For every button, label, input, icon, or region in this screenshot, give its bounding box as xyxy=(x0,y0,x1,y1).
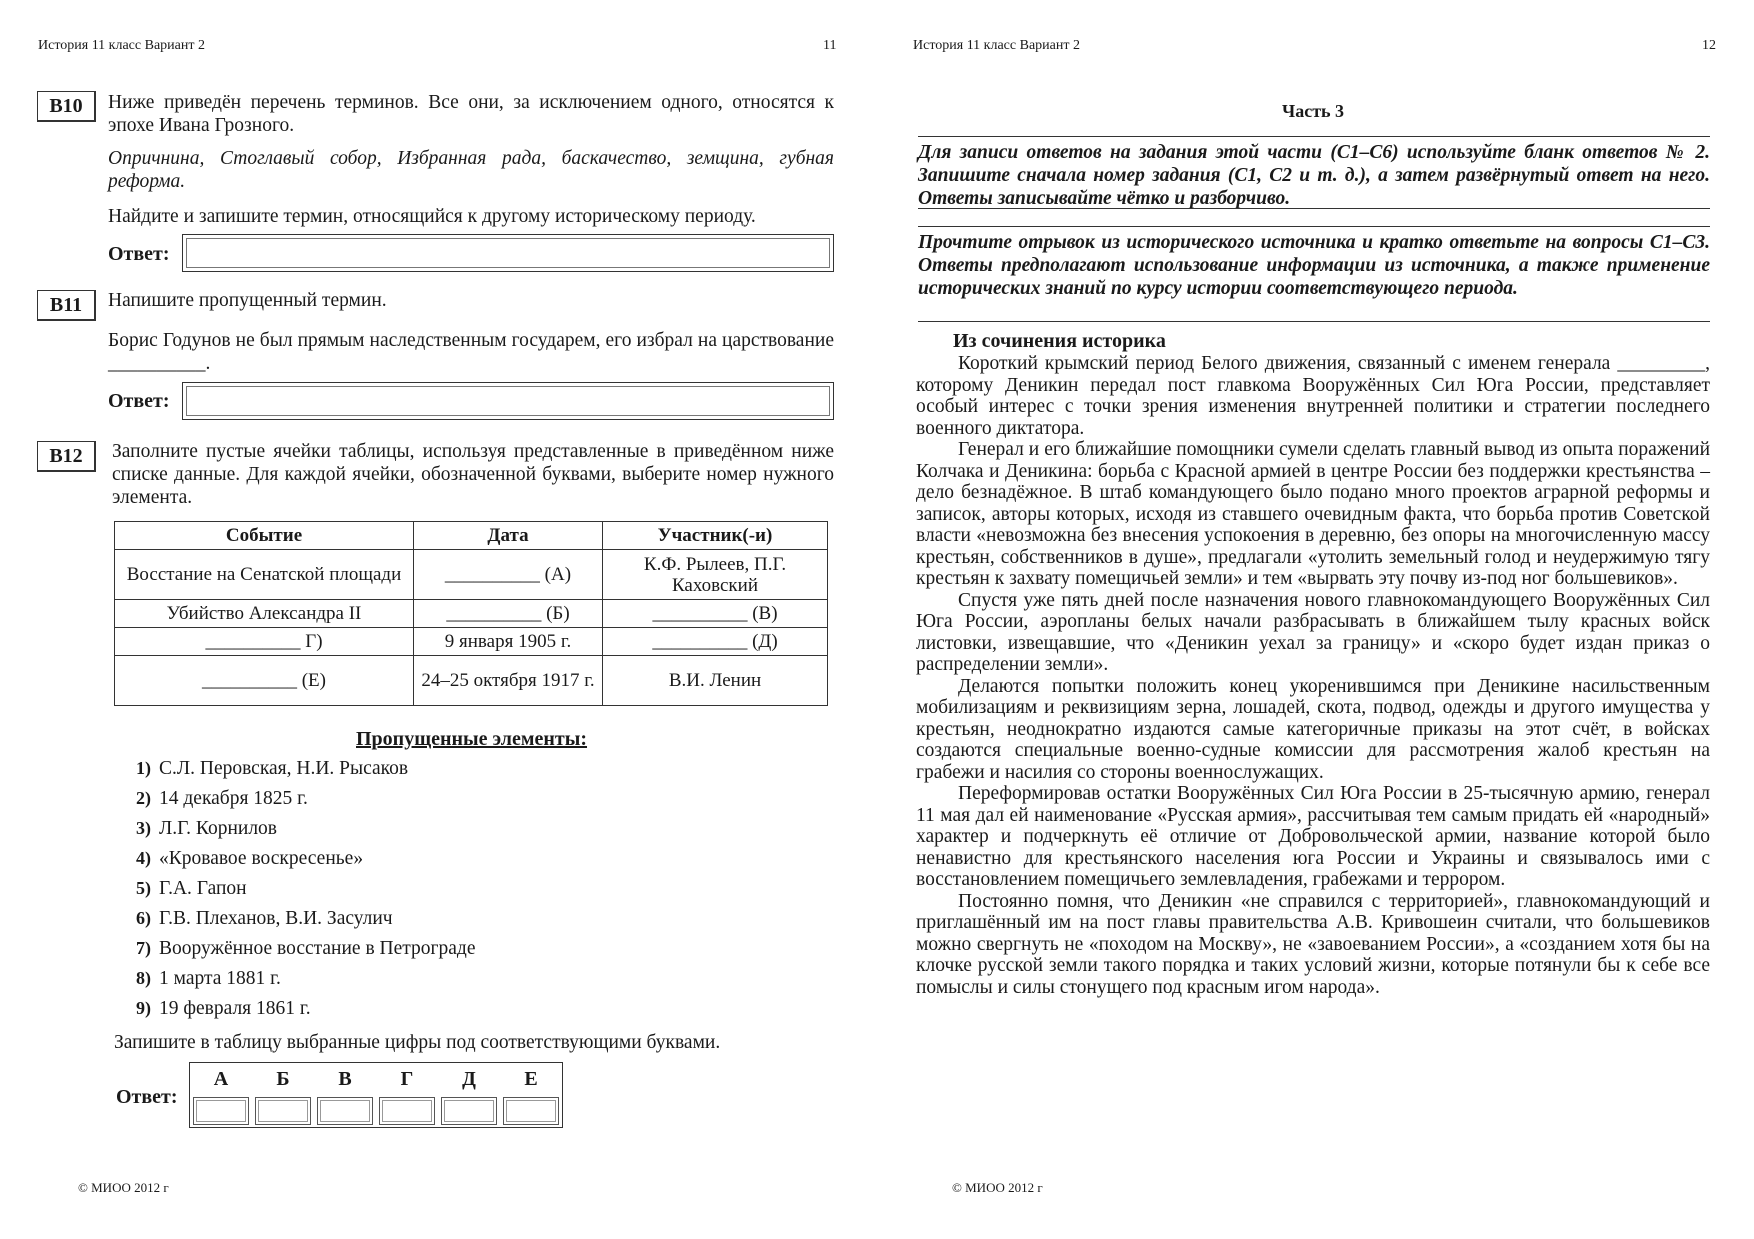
table-cell: __________ (Д) xyxy=(603,628,828,656)
list-item xyxy=(136,878,247,900)
table-row xyxy=(115,656,828,706)
b10-intro: Ниже приведён перечень терминов. Все они, за исключением одного, относятся к эпохе Ивана Грозного. xyxy=(108,92,834,136)
list-item xyxy=(136,848,363,870)
source-title: Из сочинения историка xyxy=(953,330,1166,352)
letter-header: Д xyxy=(462,1067,476,1090)
paragraph: Короткий крымский период Белого движения, связанный с именем генерала _________, которому Деникин передал пост главкома Вооружённых Сил Юга России, представляет особый интерес с точки зрения изменения внутренней политики и стратегии последнего военного диктатора. xyxy=(916,353,1710,439)
option-text: С.Л. Перовская, Н.И. Рысаков xyxy=(159,758,409,779)
table-cell: К.Ф. Рылеев, П.Г. Каховский xyxy=(603,550,828,600)
paragraph: Делаются попытки положить конец укоренившимся при Деникине насильственным мобилизациям и реквизициям зерна, лошадей, скота, подвод, одежды и другого имущества у крестьян, неоднократно издаются самые категоричные приказы на этот счёт, в войсках создаются специальные военно-судные комиссии для рассмотрения жалоб крестьян на грабежи и насилия со стороны военнослужащих. xyxy=(916,675,1710,783)
b12-intro: Заполните пустые ячейки таблицы, используя представленные в приведённом ниже списке данные. Для каждой ячейки, обозначенной буквами, выберите номер нужного элемента. xyxy=(112,441,834,508)
answer-grid xyxy=(189,1062,563,1128)
divider xyxy=(918,208,1710,209)
option-text: Г.А. Гапон xyxy=(159,878,247,899)
table-row xyxy=(115,600,828,628)
page-header: История 11 класс Вариант 2 xyxy=(913,38,1080,53)
paragraph: Постоянно помня, что Деникин «не справился с территорией», главнокомандующий и приглашённый им на пост главы правительства А.В. Кривошеин считали, что большевиков можно свергнуть не «походом на Москву», не «завоеванием России», а «созданием хотя бы на клочке русской земли такого порядка и таких условий жизни, которые потянули бы к себе все помыслы и силы стонущего под красным игом народа». xyxy=(916,890,1710,998)
option-number: 9) xyxy=(136,998,151,1018)
b11-intro: Напишите пропущенный термин. xyxy=(108,290,387,311)
letter-header: Б xyxy=(276,1067,290,1090)
table-cell: 9 января 1905 г. xyxy=(414,628,603,656)
option-number: 4) xyxy=(136,848,151,868)
part-title: Часть 3 xyxy=(1282,101,1345,121)
list-item xyxy=(136,908,393,930)
option-text: 19 февраля 1861 г. xyxy=(159,998,311,1019)
option-text: Г.В. Плеханов, В.И. Засулич xyxy=(159,908,393,929)
page-footer: © МИОО 2012 г xyxy=(952,1180,1043,1195)
page-header: История 11 класс Вариант 2 xyxy=(38,38,205,53)
divider xyxy=(918,321,1710,322)
table-cell: __________ (В) xyxy=(603,600,828,628)
table-cell: 24–25 октября 1917 г. xyxy=(414,656,603,706)
table-row xyxy=(115,628,828,656)
table-cell: В.И. Ленин xyxy=(603,656,828,706)
table-cell: __________ Г) xyxy=(115,628,414,656)
page-number: 11 xyxy=(823,38,837,53)
task-label-b10: В10 xyxy=(37,91,96,122)
task-label-b11: В11 xyxy=(37,290,96,321)
answer-cell-b[interactable] xyxy=(255,1097,311,1125)
events-table xyxy=(114,521,828,706)
list-item xyxy=(136,938,476,960)
b10-terms: Опричнина, Стоглавый собор, Избранная рада, баскачество, земщина, губная реформа. xyxy=(108,148,834,192)
list-item xyxy=(136,788,308,810)
option-number: 1) xyxy=(136,758,151,778)
paragraph: Спустя уже пять дней после назначения нового главнокомандующего Вооружённых Сил Юга России, аэропланы белых начали разбрасывать в ближайшем тылу красных войск листовки, извещавшие, что «Деникин уехал за границу» и «скоро будет издан приказ о распределении земли». xyxy=(916,589,1710,675)
option-number: 5) xyxy=(136,878,151,898)
table-cell: Убийство Александра II xyxy=(115,600,414,628)
list-item xyxy=(136,998,311,1020)
option-number: 7) xyxy=(136,938,151,958)
option-number: 8) xyxy=(136,968,151,988)
list-item xyxy=(136,968,281,990)
option-text: Вооружённое восстание в Петрограде xyxy=(159,938,476,959)
col-header: Дата xyxy=(414,522,603,550)
right-page xyxy=(877,0,1754,1239)
option-text: 1 марта 1881 г. xyxy=(159,968,281,989)
option-text: «Кровавое воскресенье» xyxy=(159,848,364,869)
answer-cell-a[interactable] xyxy=(193,1097,249,1125)
list-item xyxy=(136,758,408,780)
missing-elements-title: Пропущенные элементы: xyxy=(356,728,588,750)
page-number: 12 xyxy=(1702,38,1716,53)
b10-answer-field[interactable] xyxy=(182,234,834,272)
b11-answer-field[interactable] xyxy=(182,382,834,420)
table-cell: __________ (Е) xyxy=(115,656,414,706)
paragraph: Переформировав остатки Вооружённых Сил Юга России в 25-тысячную армию, генерал 11 мая дал ей наименование «Русская армия», рассчитывая тем самым придать ей «народный» характер и подчеркнуть её отличие от Добровольческой армии, название которой было ненавистно для крестьянского населения юга России и Украины и связывалось ими с восстановлением помещичьего землевладения, грабежами и террором. xyxy=(916,783,1710,890)
col-header: Участник(-и) xyxy=(603,522,828,550)
task-label-b12: В12 xyxy=(37,441,96,472)
letter-header: А xyxy=(213,1067,229,1090)
list-item xyxy=(136,818,277,840)
option-text: Л.Г. Корнилов xyxy=(159,818,278,839)
instructions-block-2: Прочтите отрывок из исторического источника и кратко ответьте на вопросы С1–С3. Ответы предполагают использование информации из источника, а также применение исторических знаний по курсу истории соответствующего периода. xyxy=(918,232,1710,299)
b12-answer-label: Ответ: xyxy=(116,1086,178,1108)
b10-answer-label: Ответ: xyxy=(108,243,170,265)
table-cell: __________ (А) xyxy=(414,550,603,600)
option-number: 3) xyxy=(136,818,151,838)
page-footer: © МИОО 2012 г xyxy=(78,1180,169,1195)
letter-header: Г xyxy=(400,1067,414,1090)
table-cell: Восстание на Сенатской площади xyxy=(115,550,414,600)
b11-text: Борис Годунов не был прямым наследственным государем, его избрал на царствование __________. xyxy=(108,330,834,374)
b12-instruction: Запишите в таблицу выбранные цифры под соответствующими буквами. xyxy=(114,1032,721,1053)
b10-question: Найдите и запишите термин, относящийся к другому историческому периоду. xyxy=(108,206,756,227)
table-row xyxy=(115,550,828,600)
option-text: 14 декабря 1825 г. xyxy=(159,788,308,809)
table-cell: __________ (Б) xyxy=(414,600,603,628)
letter-header: В xyxy=(338,1067,352,1090)
divider xyxy=(918,226,1710,227)
b11-answer-label: Ответ: xyxy=(108,390,170,412)
answer-cell-g[interactable] xyxy=(379,1097,435,1125)
instructions-block-1: Для записи ответов на задания этой части (С1–С6) используйте бланк ответов № 2. Запишите сначала номер задания (С1, С2 и т. д.), а затем развёрнутый ответ на него. Ответы записывайте чётко и разборчиво. xyxy=(918,142,1710,209)
col-header: Событие xyxy=(115,522,414,550)
option-number: 6) xyxy=(136,908,151,928)
answer-cell-d[interactable] xyxy=(441,1097,497,1125)
paragraph: Генерал и его ближайшие помощники сумели сделать главный вывод из опыта поражений Колчака и Деникина: борьба с Красной армией в центре России без поддержки крестьянства – дело безнадёжное. В штаб командующего было подано много проектов аграрной реформы и записок, авторы которых, исходя из ставшего очевидным факта, что борьба против Советской власти «невозможна без внесения успокоения в деревню, без опоры на многочисленную массу крестьян, собственников в душе», предлагали «утолить земельный голод и неудержимую тягу крестьян к захвату помещичьей земли» и тем «вырвать эту почву из-под ног большевиков». xyxy=(916,439,1710,589)
answer-cell-v[interactable] xyxy=(317,1097,373,1125)
option-number: 2) xyxy=(136,788,151,808)
letter-header: Е xyxy=(524,1067,538,1090)
divider xyxy=(918,136,1710,137)
answer-cell-e[interactable] xyxy=(503,1097,559,1125)
source-text xyxy=(916,353,1710,998)
